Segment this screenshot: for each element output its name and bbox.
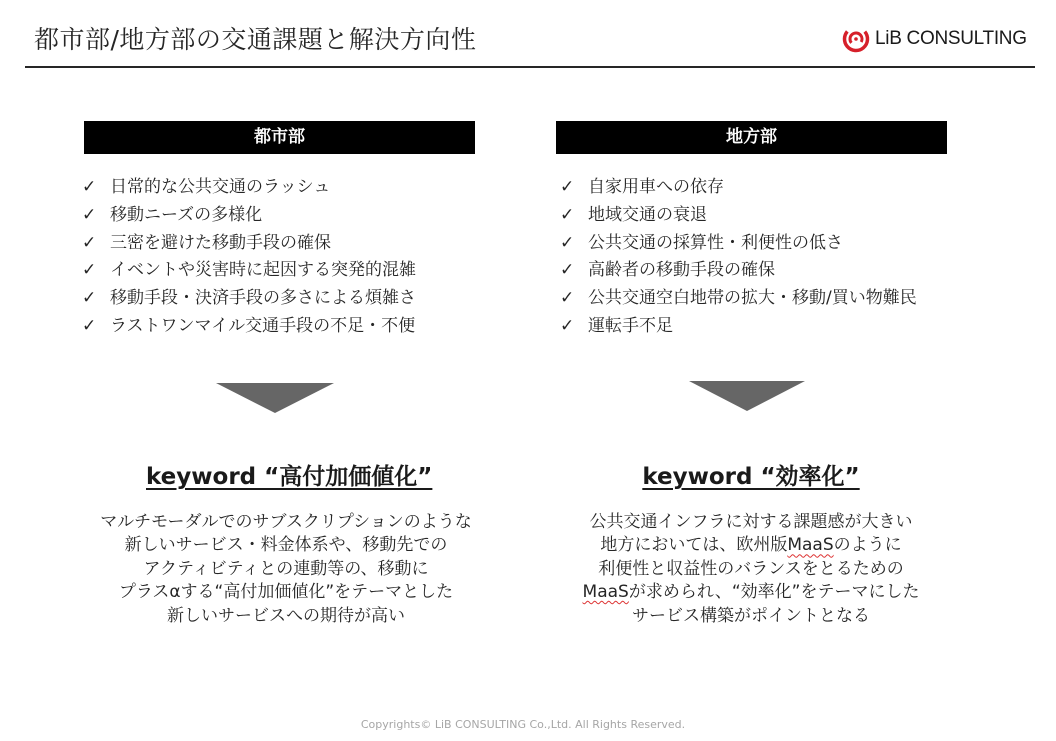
text-segment: 地方においては、欧州版 xyxy=(600,535,788,556)
urban-keyword: keyword “高付加価値化” xyxy=(146,464,433,490)
maas-term: MaaS xyxy=(787,535,834,556)
list-item xyxy=(82,174,416,202)
check-icon: ✓ xyxy=(82,177,97,197)
description-line xyxy=(536,581,966,604)
description-line xyxy=(536,534,966,557)
copyright-footer: Copyrights© LiB CONSULTING Co.,Ltd. All Rights Reserved. xyxy=(360,718,686,731)
down-arrow-icon xyxy=(216,383,334,413)
text-segment: が求められ、“効率化”をテーマにした xyxy=(628,582,920,603)
list-item xyxy=(560,285,917,313)
check-icon: ✓ xyxy=(560,288,575,309)
logo-text: LiB CONSULTING xyxy=(875,28,1027,49)
list-item-text: 自家用車への依存 xyxy=(588,177,724,197)
rural-keyword: keyword “効率化” xyxy=(642,464,860,490)
description-line: アクティビティとの連動等の、移動に xyxy=(143,558,429,579)
list-item-text: ラストワンマイル交通手段の不足・不便 xyxy=(110,315,416,336)
down-arrow-icon xyxy=(689,381,805,411)
check-icon: ✓ xyxy=(560,315,575,336)
list-item-text: 運転手不足 xyxy=(588,315,673,336)
urban-header: 都市部 xyxy=(84,121,475,154)
maas-term: MaaS xyxy=(582,582,629,603)
check-icon: ✓ xyxy=(82,288,97,309)
list-item-text: 公共交通空白地帯の拡大・移動/買い物難民 xyxy=(588,288,917,309)
rural-issue-list xyxy=(560,174,917,341)
urban-description xyxy=(66,511,506,628)
description-line: マルチモーダルでのサブスクリプションのような xyxy=(100,512,472,532)
check-icon: ✓ xyxy=(560,204,575,225)
list-item xyxy=(560,202,917,230)
check-icon: ✓ xyxy=(82,232,97,253)
description-line: 公共交通インフラに対する課題感が大きい xyxy=(589,512,913,532)
list-item xyxy=(560,257,917,285)
list-item-text: 地域交通の衰退 xyxy=(588,204,707,225)
check-icon: ✓ xyxy=(82,260,97,281)
list-item xyxy=(82,285,416,313)
text-segment: のように xyxy=(833,535,902,556)
list-item xyxy=(82,230,416,258)
list-item xyxy=(560,230,917,258)
description-line: サービス構築がポイントとなる xyxy=(632,605,870,626)
company-logo xyxy=(842,24,1027,54)
list-item-text: 移動ニーズの多様化 xyxy=(110,204,263,225)
rural-description xyxy=(536,511,966,628)
list-item-text: 高齢者の移動手段の確保 xyxy=(588,260,775,281)
description-line: 利便性と収益性のバランスをとるための xyxy=(598,558,904,579)
list-item xyxy=(82,257,416,285)
check-icon: ✓ xyxy=(82,315,97,336)
check-icon: ✓ xyxy=(560,232,575,253)
description-line: プラスαする“高付加価値化”をテーマとした xyxy=(118,582,454,603)
description-line: 新しいサービスへの期待が高い xyxy=(167,605,405,626)
list-item-text: 移動手段・決済手段の多さによる煩雑さ xyxy=(110,288,416,309)
check-icon: ✓ xyxy=(82,204,97,225)
list-item-text: 三密を避けた移動手段の確保 xyxy=(110,232,331,253)
description-line: 新しいサービス・料金体系や、移動先での xyxy=(124,535,448,556)
rural-header: 地方部 xyxy=(556,121,947,154)
header-divider xyxy=(25,66,1035,68)
list-item xyxy=(560,313,917,341)
list-item xyxy=(82,313,416,341)
list-item-text: 公共交通の採算性・利便性の低さ xyxy=(588,232,843,253)
page-title: 都市部/地方部の交通課題と解決方向性 xyxy=(34,25,477,54)
check-icon: ✓ xyxy=(560,177,575,197)
lib-swirl-logo-icon xyxy=(842,25,870,53)
list-item xyxy=(82,202,416,230)
list-item-text: イベントや災害時に起因する突発的混雑 xyxy=(110,260,416,281)
list-item-text: 日常的な公共交通のラッシュ xyxy=(110,177,331,197)
list-item xyxy=(560,174,917,202)
check-icon: ✓ xyxy=(560,260,575,281)
urban-issue-list xyxy=(82,174,416,341)
